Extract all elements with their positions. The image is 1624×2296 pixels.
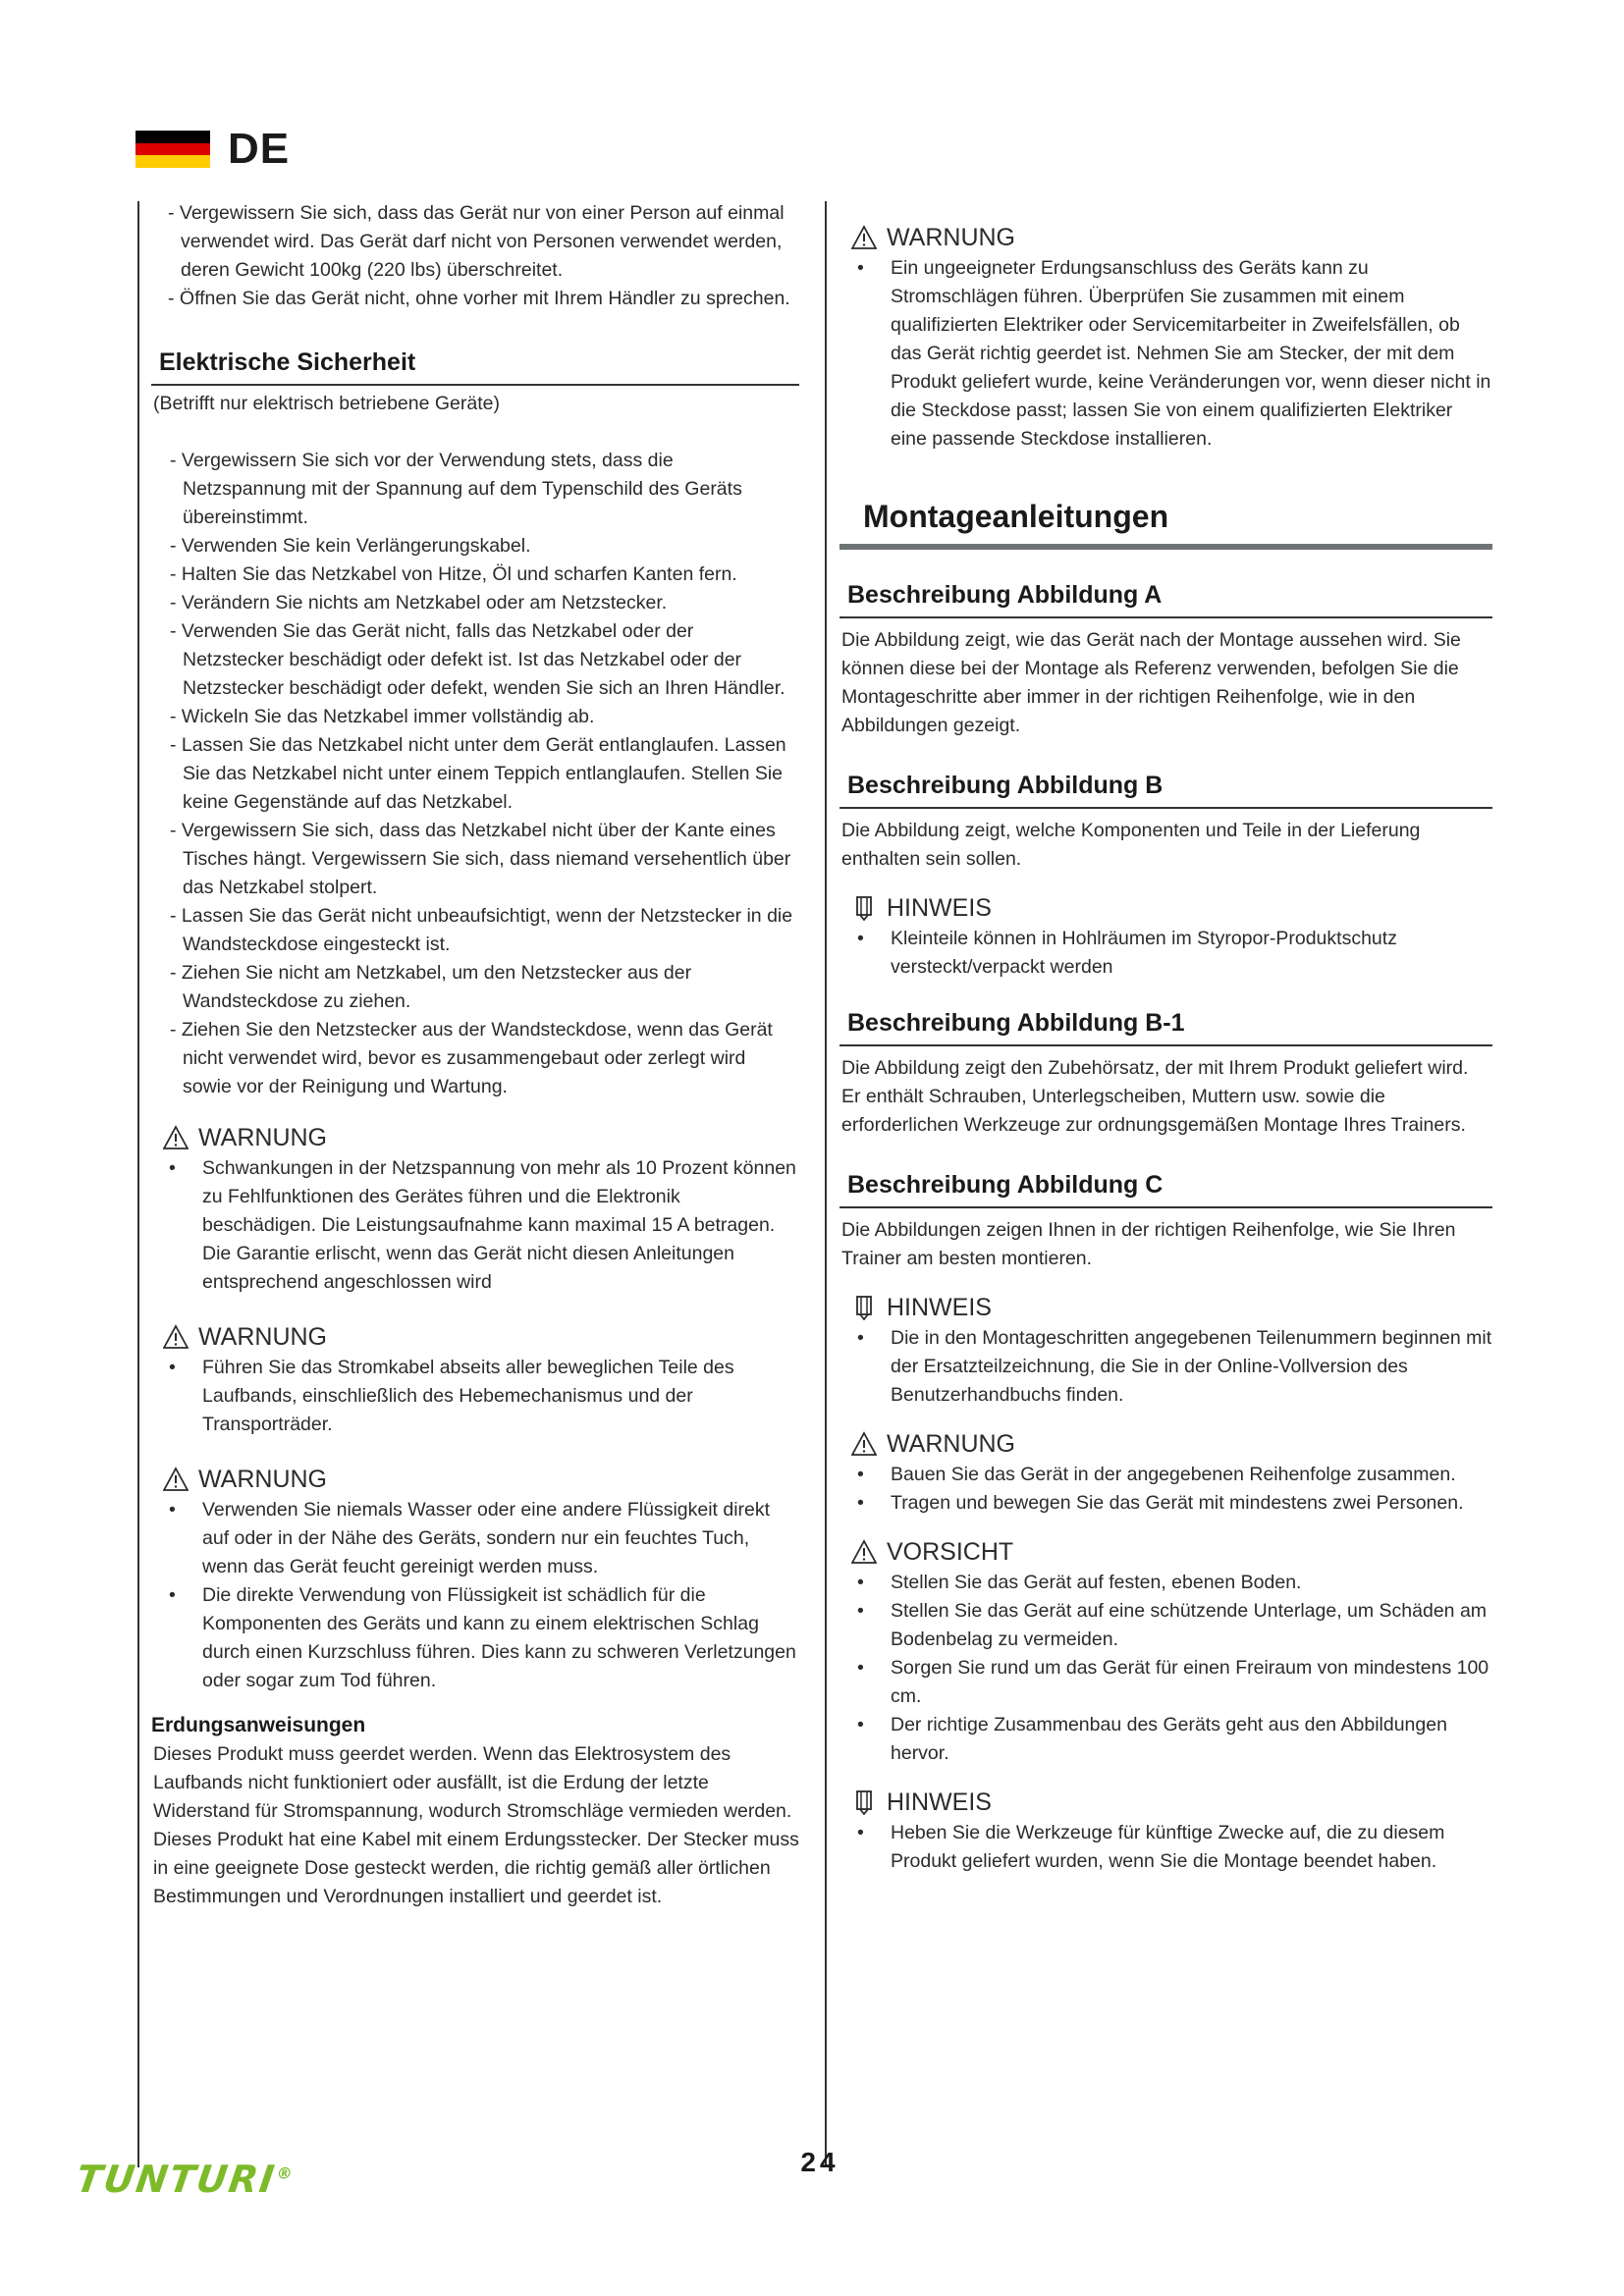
warning-triangle-icon [851, 1431, 877, 1457]
warning-label: WARNUNG [198, 1124, 328, 1151]
warning-heading [839, 221, 1492, 254]
list-item: - Halten Sie das Netzkabel von Hitze, Öl und scharfen Kanten fern. [170, 563, 737, 585]
warning-label: WARNUNG [887, 1430, 1016, 1458]
electrical-subtitle: (Betrifft nur elektrisch betriebene Geräte) [153, 393, 500, 414]
hint-marker-icon [851, 1789, 877, 1815]
left-margin-line [137, 201, 139, 2167]
center-divider-line [825, 201, 827, 2167]
bullet-item: • Führen Sie das Stromkabel abseits aller beweglichen Teile des Laufbands, einschließlich des Hebemechanismus und der Transporträder. [169, 1357, 734, 1435]
bullet-item: • Der richtige Zusammenbau des Geräts geht aus den Abbildungen hervor. [857, 1714, 1447, 1764]
section-title-assembly: Montageanleitungen [839, 497, 1492, 550]
bullet-item: • Heben Sie die Werkzeuge für künftige Zwecke auf, die zu diesem Produkt geliefert wurden, wenn Sie die Montage beendet haben. [857, 1822, 1445, 1872]
figure-b-text: Die Abbildung zeigt, welche Komponenten und Teile in der Lieferung enthalten sein sollen. [841, 820, 1421, 870]
figure-c-text: Die Abbildungen zeigen Ihnen in der richtigen Reihenfolge, wie Sie Ihren Trainer am besten montieren. [841, 1219, 1456, 1269]
bullet-item: • Stellen Sie das Gerät auf eine schützende Unterlage, um Schäden am Bodenbelag zu vermeiden. [857, 1600, 1488, 1650]
warning-label: WARNUNG [887, 224, 1016, 251]
bullet-item: • Bauen Sie das Gerät in der angegebenen Reihenfolge zusammen. [857, 1464, 1456, 1485]
page-number: 24 [800, 2147, 839, 2177]
left-column [151, 199, 799, 1911]
hint-heading [839, 891, 1492, 925]
figure-a-title: Beschreibung Abbildung A [839, 579, 1492, 618]
hint-marker-icon [851, 1295, 877, 1320]
bullet-item: • Die direkte Verwendung von Flüssigkeit ist schädlich für die Komponenten des Geräts und kann zu einem elektrischen Schlag durch einen Kurzschluss führen. Dies kann zu schweren Verletzungen oder sogar zum Tod führen. [169, 1584, 796, 1691]
electrical-list [159, 447, 799, 1101]
caution-label: VORSICHT [887, 1538, 1014, 1566]
tunturi-logo: TUNTURI® [73, 2158, 296, 2201]
bullet-item: • Verwenden Sie niemals Wasser oder eine andere Flüssigkeit direkt auf oder in der Nähe des Geräts, sondern nur ein feuchtes Tuch, wenn das Gerät feucht gereinigt werden muss. [169, 1499, 771, 1577]
list-item: - Verändern Sie nichts am Netzkabel oder am Netzstecker. [170, 592, 668, 614]
bullet-item: • Schwankungen in der Netzspannung von mehr als 10 Prozent können zu Fehlfunktionen des Gerätes führen und die Elektronik beschädigen. Die Leistungsaufnahme kann maximal 15 A betragen. Die Garantie erlischt, wenn das Gerät nicht diesen Anleitungen entsprechend angeschlossen wird [169, 1157, 796, 1293]
warning-triangle-icon [163, 1324, 189, 1350]
bullet-item: • Stellen Sie das Gerät auf festen, ebenen Boden. [857, 1572, 1302, 1593]
warning-heading [151, 1463, 799, 1496]
section-title-electrical: Elektrische Sicherheit [151, 347, 799, 386]
hint-heading [839, 1786, 1492, 1819]
intro-item: - Vergewissern Sie sich, dass das Gerät nur von einer Person auf einmal verwendet wird. Das Gerät darf nicht von Personen verwendet werden, deren Gewicht 100kg (220 lbs) überschreitet. [168, 202, 785, 281]
warning-triangle-icon [851, 225, 877, 250]
german-flag-icon [135, 131, 210, 168]
list-item: - Lassen Sie das Gerät nicht unbeaufsichtigt, wenn der Netzstecker in die Wandsteckdose eingesteckt ist. [170, 905, 793, 955]
list-item: - Vergewissern Sie sich vor der Verwendung stets, dass die Netzspannung mit der Spannung auf dem Typenschild des Geräts übereinstimmt. [170, 450, 742, 528]
bullet-item: • Die in den Montageschritten angegebenen Teilenummern beginnen mit der Ersatzteilzeichnung, die Sie in der Online-Vollversion des Benutzerhandbuchs finden. [857, 1327, 1492, 1406]
hint-heading [839, 1291, 1492, 1324]
list-item: - Ziehen Sie den Netzstecker aus der Wandsteckdose, wenn das Gerät nicht verwendet wird, bevor es zusammengebaut oder zerlegt wird sowie vor der Reinigung und Wartung. [170, 1019, 773, 1097]
figure-b1-text: Er enthält Schrauben, Unterlegscheiben, Muttern usw. sowie die erforderlichen Werkzeuge zur ordnungsgemäßen Montage Ihres Trainers. [841, 1086, 1466, 1136]
figure-a-text: Die Abbildung zeigt, wie das Gerät nach der Montage aussehen wird. Sie können diese bei der Montage als Referenz verwenden, befolgen Sie die Montageschritte aber immer in der richtigen Reihenfolge, wie in den Abbildungen gezeigt. [841, 629, 1461, 736]
warning-triangle-icon [851, 1539, 877, 1565]
warning-label: WARNUNG [198, 1466, 328, 1493]
page-header [135, 120, 290, 179]
list-item: - Ziehen Sie nicht am Netzkabel, um den Netzstecker aus der Wandsteckdose zu ziehen. [170, 962, 692, 1012]
bullet-item: • Tragen und bewegen Sie das Gerät mit mindestens zwei Personen. [857, 1492, 1464, 1514]
warning-heading [839, 1427, 1492, 1461]
list-item: - Verwenden Sie kein Verlängerungskabel. [170, 535, 531, 557]
hint-label: HINWEIS [887, 1789, 992, 1816]
list-item: - Vergewissern Sie sich, dass das Netzkabel nicht über der Kante eines Tisches hängt. Vergewissern Sie sich, dass niemand versehentlich über das Netzkabel stolpert. [170, 820, 791, 898]
figure-b-title: Beschreibung Abbildung B [839, 770, 1492, 809]
figure-b1-text: Die Abbildung zeigt den Zubehörsatz, der mit Ihrem Produkt geliefert wird. [841, 1057, 1469, 1079]
list-item: - Wickeln Sie das Netzkabel immer vollständig ab. [170, 706, 595, 727]
hint-label: HINWEIS [887, 1294, 992, 1321]
right-column [839, 199, 1492, 1876]
bullet-item: • Ein ungeeigneter Erdungsanschluss des Geräts kann zu Stromschlägen führen. Überprüfen Sie zusammen mit einem qualifizierten Elektriker oder Servicemitarbeiter in Zweifelsfällen, ob das Gerät richtig geerdet ist. Nehmen Sie am Stecker, der mit dem Produkt geliefert wurde, keine Veränderungen vor, wenn dieser nicht in die Steckdose passt; lassen Sie von einem qualifizierten Elektriker eine passende Steckdose installieren. [857, 257, 1491, 450]
warning-label: WARNUNG [198, 1323, 328, 1351]
warning-heading [151, 1121, 799, 1154]
warning-triangle-icon [163, 1467, 189, 1492]
warning-heading [151, 1320, 799, 1354]
figure-c-title: Beschreibung Abbildung C [839, 1169, 1492, 1208]
intro-list [159, 199, 799, 313]
warning-triangle-icon [163, 1125, 189, 1150]
list-item: - Verwenden Sie das Gerät nicht, falls das Netzkabel oder der Netzstecker beschädigt oder defekt ist. Ist das Netzkabel oder der Netzstecker beschädigt oder defekt, wenden Sie sich an Ihren Händler. [170, 620, 785, 699]
bullet-item: • Sorgen Sie rund um das Gerät für einen Freiraum von mindestens 100 cm. [857, 1657, 1489, 1707]
language-code: DE [228, 125, 291, 173]
grounding-text: Dieses Produkt muss geerdet werden. Wenn das Elektrosystem des Laufbands nicht funktioniert oder ausfällt, ist die Erdung der letzte Widerstand für Stromspannung, wodurch Stromschläge vermieden werden. Dieses Produkt hat eine Kabel mit einem Erdungsstecker. Der Stecker muss in eine geeignete Dose gesteckt werden, die richtig gemäß aller örtlichen Bestimmungen und Verordnungen installiert und geerdet ist. [153, 1743, 799, 1907]
hint-marker-icon [851, 895, 877, 921]
intro-item: - Öffnen Sie das Gerät nicht, ohne vorher mit Ihrem Händler zu sprechen. [168, 288, 790, 309]
list-item: - Lassen Sie das Netzkabel nicht unter dem Gerät entlanglaufen. Lassen Sie das Netzkabel nicht unter einem Teppich entlanglaufen. Stellen Sie keine Gegenstände auf das Netzkabel. [170, 734, 786, 813]
bullet-item: • Kleinteile können in Hohlräumen im Styropor-Produktschutz versteckt/verpackt werden [857, 928, 1397, 978]
hint-label: HINWEIS [887, 894, 992, 922]
caution-heading [839, 1535, 1492, 1569]
grounding-title: Erdungsanweisungen [151, 1714, 366, 1736]
figure-b1-title: Beschreibung Abbildung B-1 [839, 1007, 1492, 1046]
